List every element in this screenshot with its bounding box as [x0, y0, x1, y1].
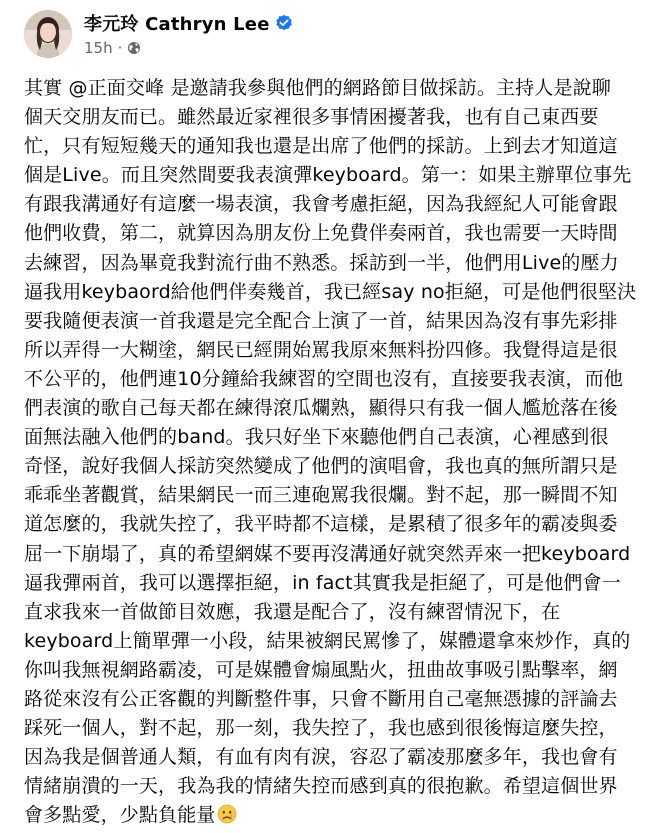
post-text-segment: 個天交朋友而已。雖然最近家裡很多事情困擾著我，也有自己東西要: [24, 106, 599, 129]
post-text-line: [24, 772, 654, 801]
post-text-line: [24, 540, 654, 569]
post-text-segment: 道怎麼的，我就失控了，我平時都不這樣，是累積了很多年的霸凌與委: [24, 513, 618, 536]
post-text-segment: 直求我來一首做節目效應，我還是配合了，沒有練習情況下，在: [24, 600, 561, 623]
post-text-line: [24, 365, 654, 394]
post-text-segment: 不公平的，他們連10分鐘給我練習的空間也沒有，直接要我表演，而他: [24, 367, 623, 390]
post-text-segment: keyboard上簡單彈一小段，結果被網民罵慘了，媒體還拿來炒作，真的: [24, 629, 631, 652]
post-text-segment: 逼我彈兩首，我可以選擇拒絕，in fact其實我是拒絕了，可是他們會一: [24, 571, 621, 594]
post-text-line: [24, 132, 654, 161]
post-timestamp[interactable]: 15h: [84, 39, 113, 57]
post-text-segment: 奇怪，說好我個人採訪突然變成了他們的演唱會，我也真的無所謂只是: [24, 455, 618, 478]
post-text-segment: 忙，只有短短幾天的通知我也還是出席了他們的採訪。上到去才知道這: [24, 135, 618, 158]
post-text-segment: 路從來沒有公正客觀的判斷整件事，只會不斷用自己毫無憑據的評論去: [24, 687, 618, 710]
post-text-line: [24, 685, 654, 714]
post-text-segment: 個是Live。而且突然間要我表演彈keyboard。第一：如果主辦單位事先: [24, 164, 632, 187]
post-text-line: [24, 598, 654, 627]
post-text-segment: 們表演的歌自己每天都在練得滾瓜爛熟，顯得只有我一個人尷尬落在後: [24, 397, 618, 420]
post-text-line: [24, 452, 654, 481]
post-text-line: [24, 161, 654, 190]
post-text-line: [24, 249, 654, 278]
globe-icon[interactable]: [127, 41, 141, 55]
post-text-line: [24, 74, 654, 103]
post-text-segment: 因為我是個普通人類，有血有肉有淚，容忍了霸凌那麼多年，我也會有: [24, 746, 618, 769]
post-text-segment: 是邀請我參與他們的網路節目做採訪。主持人是說聊: [164, 77, 611, 99]
meta-separator: ·: [117, 39, 123, 57]
post-text-line: [24, 743, 654, 772]
post-text-line: [24, 103, 654, 132]
post-text-segment: 有跟我溝通好有這麼一場表演，我會考慮拒絕，因為我經紀人可能會跟: [24, 193, 618, 216]
author-name[interactable]: 李元玲 Cathryn Lee: [84, 14, 270, 35]
post-text-line: [24, 307, 654, 336]
post-text-line: [24, 336, 654, 365]
avatar-photo-icon: [24, 10, 72, 58]
post-text-line: [24, 656, 654, 685]
post-text-segment: 他們收費，第二，就算因為朋友份上免費伴奏兩首，我也需要一天時間: [24, 222, 618, 245]
post-text-segment: 逼我用keybaord給他們伴奏幾首，我已經say no拒絕，可是他們很堅決: [24, 280, 637, 303]
post-text-line: [24, 801, 654, 830]
post-text-segment: 踩死一個人，對不起，那一刻，我失控了，我也感到很後悔這麼失控，: [24, 717, 618, 740]
post-text-segment: 要我隨便表演一首我還是完全配合上演了一首，結果因為沒有事先彩排: [24, 309, 618, 332]
post-text-line: [24, 423, 654, 452]
post-text-segment: 所以弄得一大糊塗，網民已經開始罵我原來無料扮四修。我覺得這是很: [24, 338, 618, 361]
post-text-segment: 面無法融入他們的band。我只好坐下來聽他們自己表演，心裡感到很: [24, 426, 609, 449]
post-text-segment: 屈一下崩塌了，真的希望網媒不要再沒溝通好就突然弄來一把keyboard: [24, 542, 631, 565]
post-text-line: [24, 569, 654, 598]
post-header: [24, 10, 293, 58]
avatar[interactable]: [24, 10, 72, 58]
sad-face-emoji-icon: [217, 804, 237, 824]
post-text-line: [24, 481, 654, 510]
post-text-segment: 你叫我無視網路霸凌，可是媒體會煽風點火，扭曲故事吸引點擊率，網: [24, 658, 618, 681]
post-text-segment: 其實: [24, 77, 69, 99]
author-name-row: [84, 10, 293, 36]
post-text-segment: 去練習，因為畢竟我對流行曲不熟悉。採訪到一半，他們用Live的壓力: [24, 251, 619, 274]
post-text-line: [24, 627, 654, 656]
post-text-line: [24, 190, 654, 219]
mention-link[interactable]: @正面交峰: [68, 77, 165, 99]
post-text-line: [24, 278, 654, 307]
post-body: [24, 74, 654, 830]
post-text-segment: 乖乖坐著觀賞，結果網民一而三連砲罵我很爛。對不起，那一瞬間不知: [24, 484, 618, 507]
author-block: [84, 10, 293, 57]
post-text-line: [24, 219, 654, 248]
verified-badge-icon: [275, 14, 293, 32]
post-text-segment: 會多點愛，少點負能量: [24, 804, 216, 827]
post-text-line: [24, 394, 654, 423]
post-meta: [84, 39, 293, 57]
post-text-segment: 情緒崩潰的一天，我為我的情緒失控而感到真的很抱歉。希望這個世界: [24, 775, 618, 798]
post-text-line: [24, 510, 654, 539]
post-text-line: [24, 714, 654, 743]
